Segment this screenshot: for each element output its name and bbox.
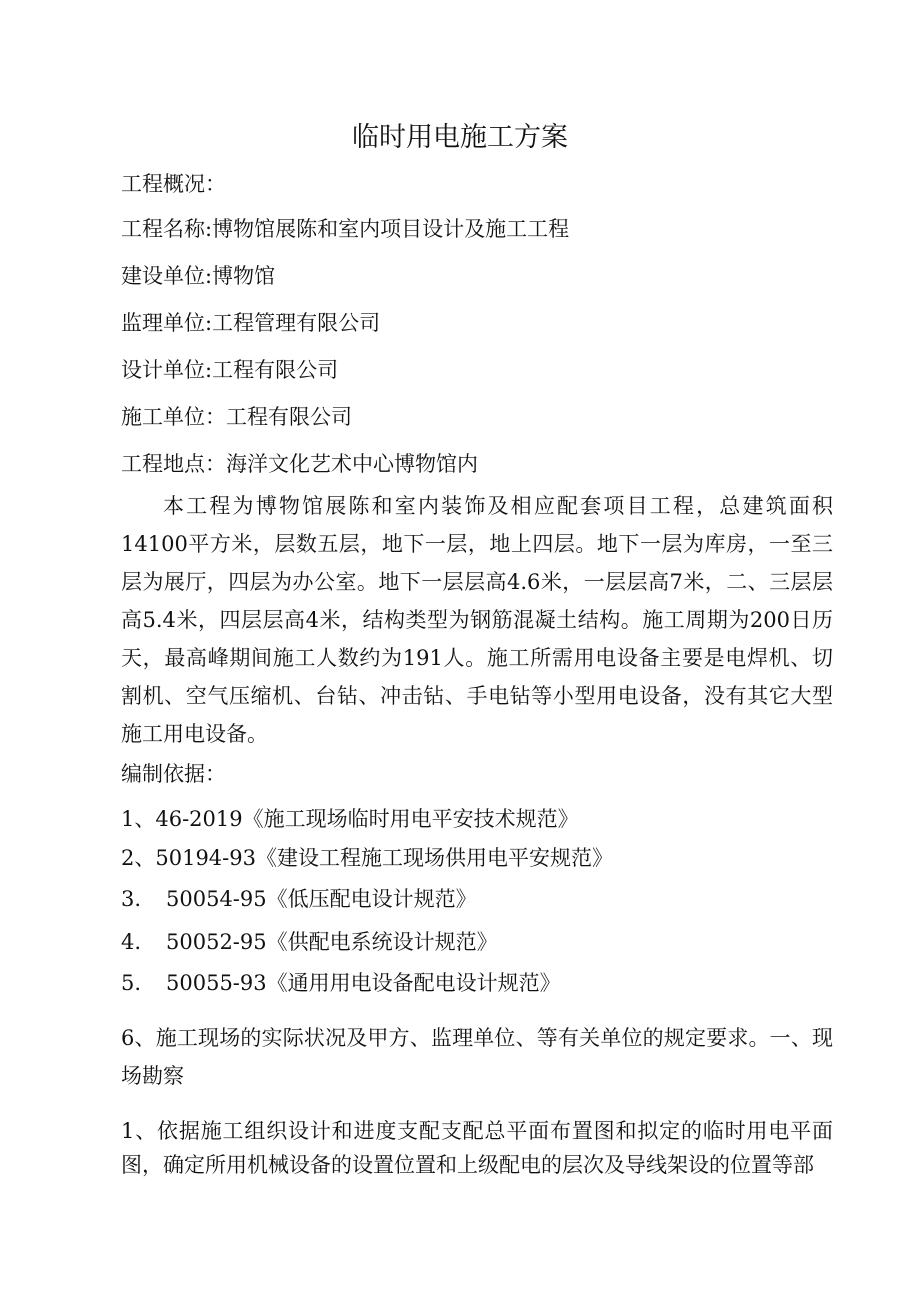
basis-item-4-text: 50052-95《供配电系统设计规范》 [166, 930, 498, 954]
info-supervisor: 监理单位:工程管理有限公司 [121, 311, 381, 335]
basis-item-5 [121, 967, 561, 999]
basis-item-4 [121, 926, 498, 958]
info-location: 工程地点：海洋文化艺术中心博物馆内 [121, 452, 478, 476]
overview-heading: 工程概况： [121, 172, 226, 196]
info-owner: 建设单位:博物馆 [121, 264, 276, 288]
basis-item-4-number: 4. [121, 930, 142, 954]
basis-item-1: 1、46-2019《施工现场临时用电平安技术规范》 [121, 807, 579, 831]
info-project-name: 工程名称:博物馆展陈和室内项目设计及施工工程 [121, 217, 570, 241]
basis-item-3-text: 50054-95《低压配电设计规范》 [166, 887, 477, 911]
info-designer: 设计单位:工程有限公司 [121, 358, 339, 382]
basis-item-6-and-survey-heading: 6、施工现场的实际状况及甲方、监理单位、等有关单位的规定要求。一、现场勘察 [121, 1026, 833, 1088]
basis-item-2: 2、50194-93《建设工程施工现场供用电平安规范》 [121, 846, 613, 870]
basis-item-3 [121, 883, 477, 915]
basis-item-5-text: 50055-93《通用用电设备配电设计规范》 [166, 971, 561, 995]
survey-item-1: 1、依据施工组织设计和进度支配支配总平面布置图和拟定的临时用电平面图，确定所用机械设备的设置位置和上级配电的层次及导线架设的位置等部 [121, 1119, 833, 1177]
project-description: 本工程为博物馆展陈和室内装饰及相应配套项目工程，总建筑面积14100平方米，层数五层，地下一层，地上四层。地下一层为库房，一至三层为展厅，四层为办公室。地下一层层高4.6米，一层层高7米，二、三层层高5.4米，四层层高4米，结构类型为钢筋混凝土结构。施工周期为200日历天，最高峰期间施工人数约为191人。施工所需用电设备主要是电焊机、切割机、空气压缩机、台钻、冲击钻、手电钻等小型用电设备，没有其它大型施工用电设备。 [121, 494, 833, 746]
info-contractor: 施工单位：工程有限公司 [121, 405, 352, 429]
basis-heading: 编制依据： [121, 762, 226, 786]
basis-item-3-number: 3. [121, 887, 142, 911]
document-title: 临时用电施工方案 [352, 122, 568, 153]
basis-item-5-number: 5. [121, 971, 142, 995]
